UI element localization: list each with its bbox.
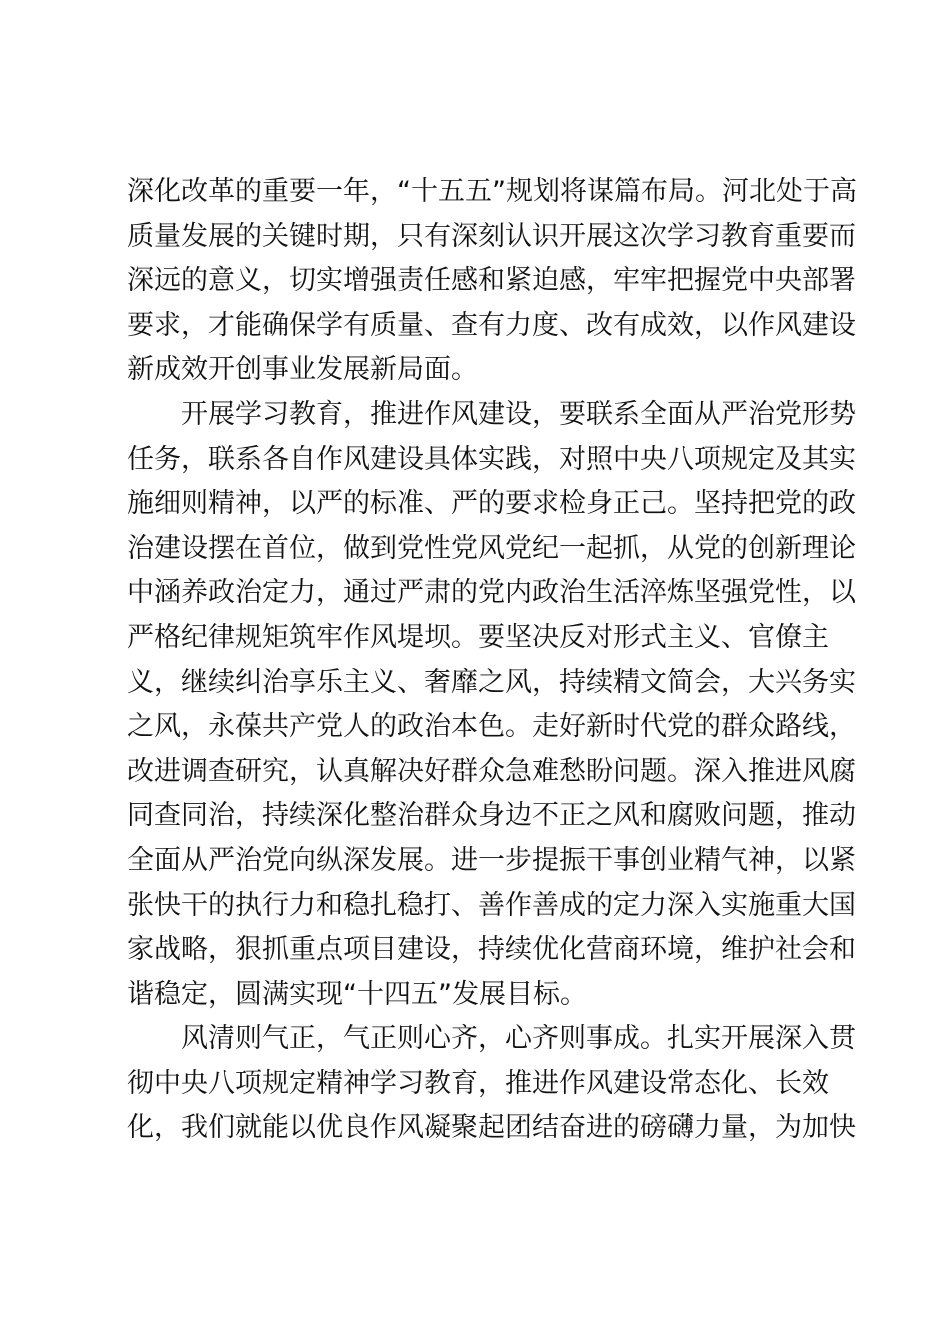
text-line: 义，继续纠治享乐主义、奢靡之风，持续精文简会，大兴务实 <box>127 666 856 698</box>
article-body <box>127 170 857 1151</box>
text-line: 风清则气正，气正则心齐，心齐则事成。扎实开展深入贯 <box>127 1023 856 1055</box>
text-line: 彻中央八项规定精神学习教育，推进作风建设常态化、长效 <box>127 1067 829 1099</box>
text-line: 要求，才能确保学有质量、查有力度、改有成效，以作风建设 <box>127 309 856 341</box>
text-line: 严格纪律规矩筑牢作风堤坝。要坚决反对形式主义、官僚主 <box>127 621 829 653</box>
text-line: 治建设摆在首位，做到党性党风党纪一起抓，从党的创新理论 <box>127 532 856 564</box>
text-line: 质量发展的关键时期，只有深刻认识开展这次学习教育重要而 <box>127 220 856 252</box>
text-line: 施细则精神，以严的标准、严的要求检身正己。坚持把党的政 <box>127 488 856 520</box>
text-line: 同查同治，持续深化整治群众身边不正之风和腐败问题，推动 <box>127 800 856 832</box>
text-line: 新成效开创事业发展新局面。 <box>127 354 478 386</box>
text-line: 化，我们就能以优良作风凝聚起团结奋进的磅礴力量，为加快 <box>127 1112 856 1144</box>
text-line: 中涵养政治定力，通过严肃的党内政治生活淬炼坚强党性，以 <box>127 577 856 609</box>
text-line: 开展学习教育，推进作风建设，要联系全面从严治党形势 <box>127 398 856 430</box>
paragraph <box>127 1017 856 1151</box>
paragraph <box>127 393 856 1017</box>
text-line: 全面从严治党向纵深发展。进一步提振干事创业精气神，以紧 <box>127 844 856 876</box>
text-line: 改进调查研究，认真解决好群众急难愁盼问题。深入推进风腐 <box>127 755 856 787</box>
paragraph <box>127 170 857 393</box>
text-line: 深化改革的重要一年，“十五五”规划将谋篇布局。河北处于高 <box>127 176 857 207</box>
text-line: 张快干的执行力和稳扎稳打、善作善成的定力深入实施重大国 <box>127 889 856 921</box>
text-line: 深远的意义，切实增强责任感和紧迫感，牢牢把握党中央部署 <box>127 265 856 297</box>
text-line: 家战略，狠抓重点项目建设，持续优化营商环境，维护社会和 <box>127 934 856 966</box>
text-line: 谐稳定，圆满实现“十四五”发展目标。 <box>127 978 587 1010</box>
text-line: 任务，联系各自作风建设具体实践，对照中央八项规定及其实 <box>127 443 856 475</box>
text-line: 之风，永葆共产党人的政治本色。走好新时代党的群众路线， <box>127 711 856 743</box>
